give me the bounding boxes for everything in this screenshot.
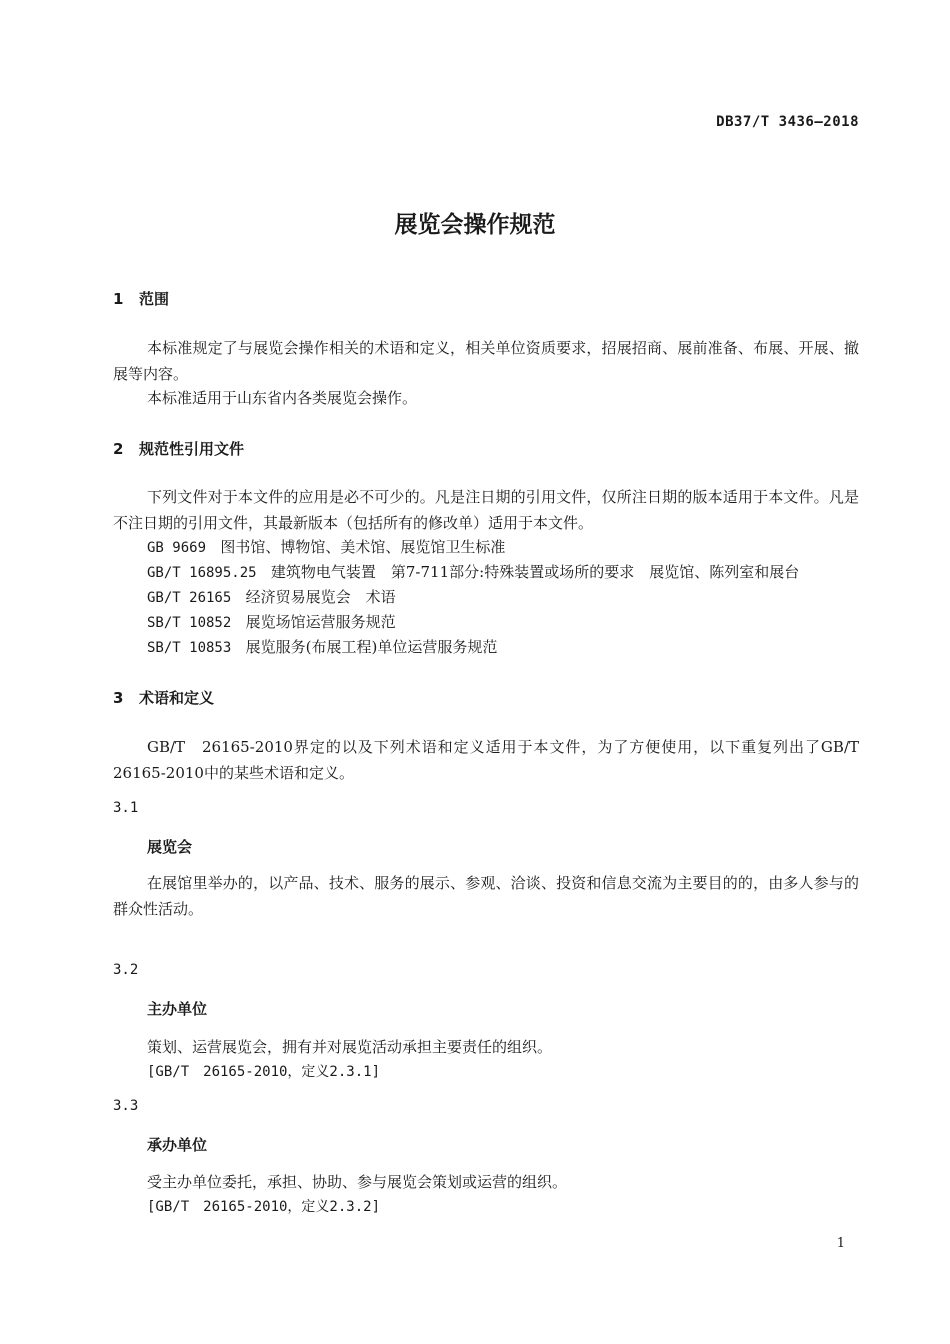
term-definition: 在展馆里举办的，以产品、技术、服务的展示、参观、洽谈、投资和信息交流为主要目的的，由多人参与的群众性活动。 — [113, 874, 859, 918]
reference-code: GB/T 26165 — [147, 590, 232, 606]
term-name: 主办单位 — [147, 1000, 208, 1018]
reference-title: 图书馆、博物馆、美术馆、展览馆卫生标准 — [220, 538, 506, 556]
reference-item — [147, 586, 396, 607]
section-title: 范围 — [139, 290, 170, 308]
document-number: DB37/T 3436—2018 — [716, 114, 859, 130]
page-number: 1 — [836, 1236, 845, 1251]
term-number: 3.2 — [113, 962, 139, 978]
term-name: 承办单位 — [147, 1136, 208, 1154]
term-name: 展览会 — [147, 838, 193, 856]
reference-item — [147, 536, 505, 557]
term-definition: 受主办单位委托，承担、协助、参与展览会策划或运营的组织。 — [147, 1173, 568, 1191]
reference-title: 展览服务(布展工程)单位运营服务规范 — [245, 638, 498, 656]
reference-item — [147, 636, 497, 657]
section-number: 2 — [113, 440, 124, 458]
term-number: 3.1 — [113, 800, 139, 816]
section-heading-1 — [113, 288, 169, 309]
term-number: 3.3 — [113, 1098, 139, 1114]
page-title: 展览会操作规范 — [394, 212, 556, 238]
reference-code: GB 9669 — [147, 540, 207, 556]
references-intro: 下列文件对于本文件的应用是必不可少的。凡是注日期的引用文件，仅所注日期的版本适用于本文件。凡是不注日期的引用文件，其最新版本（包括所有的修改单）适用于本文件。 — [113, 488, 859, 532]
reference-title: 展览场馆运营服务规范 — [245, 613, 396, 631]
reference-code: SB/T 10852 — [147, 615, 232, 631]
scope-paragraph-2: 本标准适用于山东省内各类展览会操作。 — [147, 389, 418, 407]
reference-code: SB/T 10853 — [147, 640, 232, 656]
reference-title: 建筑物电气装置 第7-711部分:特殊装置或场所的要求 展览馆、陈列室和展台 — [270, 563, 800, 581]
reference-item — [147, 561, 799, 582]
reference-code: GB/T 16895.25 — [147, 565, 257, 581]
reference-title: 经济贸易展览会 术语 — [245, 588, 396, 606]
term-source: [GB/T 26165-2010，定义2.3.1] — [147, 1064, 381, 1080]
section-heading-3 — [113, 687, 214, 708]
section-title: 术语和定义 — [139, 689, 215, 707]
reference-item — [147, 611, 396, 632]
terms-intro: GB/T 26165-2010界定的以及下列术语和定义适用于本文件，为了方便使用，以下重复列出了GB/T 26165-2010中的某些术语和定义。 — [113, 738, 859, 782]
section-number: 3 — [113, 689, 124, 707]
term-source: [GB/T 26165-2010，定义2.3.2] — [147, 1199, 381, 1215]
scope-paragraph-1: 本标准规定了与展览会操作相关的术语和定义，相关单位资质要求，招展招商、展前准备、布展、开展、撤展等内容。 — [113, 339, 859, 383]
section-number: 1 — [113, 290, 124, 308]
section-heading-2 — [113, 438, 244, 459]
term-definition: 策划、运营展览会，拥有并对展览活动承担主要责任的组织。 — [147, 1038, 553, 1056]
section-title: 规范性引用文件 — [139, 440, 245, 458]
